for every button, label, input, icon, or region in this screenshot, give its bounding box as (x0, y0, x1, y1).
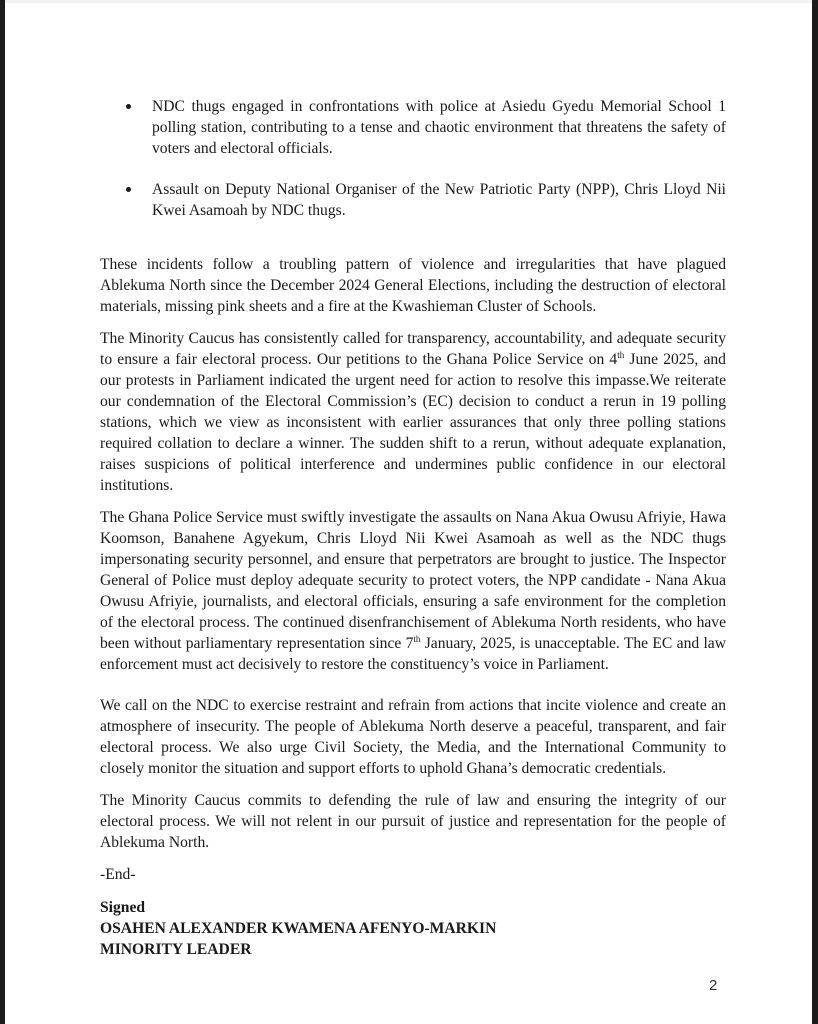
paragraph-text: The Ghana Police Service must swiftly investigate the assaults on Nana Akua Owusu Afriyie, Hawa Koomson, Banahene Agyekum, Chris Lloyd Nii Kwei Asamoah as well as the NDC thugs impersonating security personnel, and ensure that perpetrators are brought to justice. The Inspector General of Police must deploy adequate security to protect voters, the NPP candidate - Nana Akua Owusu Afriyie, journalists, and electoral officials, ensuring a safe environment for the completion of the electoral process. The continued disenfranchisement of Ablekuma North residents, who have been without parliamentary representation since 7 (100, 509, 726, 652)
paragraph-text: January, 2025, is unacceptable. The EC and law enforcement must act decisively to restore the constituency’s voice in Parliament. (100, 635, 726, 673)
page-top-edge (5, 0, 812, 3)
page-number: 2 (709, 977, 718, 994)
bullet-item (100, 179, 726, 221)
bullet-dot-icon (126, 187, 131, 192)
paragraph-minority-caucus-calls (100, 328, 726, 496)
document-body (100, 96, 726, 960)
paragraph-text: June 2025, and our protests in Parliament indicated the urgent need for action to resolve this impasse.We reiterate our condemnation of the Electoral Commission’s (EC) decision to conduct a rerun in 19 polling stations, which we view as inconsistent with earlier assurances that only three polling stations required collation to declare a winner. The sudden shift to a rerun, without adequate explanation, raises suspicions of political interference and undermines public confidence in our electoral institutions. (100, 351, 726, 494)
bullet-dot-icon (126, 104, 131, 109)
paragraph-incidents-pattern: These incidents follow a troubling pattern of violence and irregularities that have plagued Ablekuma North since the December 2024 General Elections, including the destruction of electoral materials, missing pink sheets and a fire at the Kwashieman Cluster of Schools. (100, 256, 726, 315)
signature-label: Signed (100, 899, 146, 916)
signatory-title: MINORITY LEADER (100, 941, 252, 958)
paragraph-commitment: The Minority Caucus commits to defending the rule of law and ensuring the integrity of our electoral process. We will not relent in our pursuit of justice and representation for the people of Ablekuma North. (100, 792, 726, 851)
end-marker: -End- (100, 866, 136, 883)
paragraph-text: The Minority Caucus has consistently called for transparency, accountability, and adequate security to ensure a fair electoral process. Our petitions to the Ghana Police Service on 4 (100, 330, 726, 368)
document-page (5, 0, 812, 1024)
paragraph-police-investigation (100, 507, 726, 675)
superscript: th (413, 634, 421, 644)
bullet-text: NDC thugs engaged in confrontations with police at Asiedu Gyedu Memorial School 1 polling station, contributing to a tense and chaotic environment that threatens the safety of voters and electoral officials. (152, 98, 726, 157)
bullet-text: Assault on Deputy National Organiser of the New Patriotic Party (NPP), Chris Lloyd Nii Kwei Asamoah by NDC thugs. (152, 181, 726, 219)
superscript: th (617, 350, 625, 360)
bullet-item (100, 96, 726, 159)
incident-bullet-list (100, 96, 726, 221)
signatory-name: OSAHEN ALEXANDER KWAMENA AFENYO-MARKIN (100, 920, 497, 937)
paragraph-call-on-ndc: We call on the NDC to exercise restraint and refrain from actions that incite violence and create an atmosphere of insecurity. The people of Ablekuma North deserve a peaceful, transparent, and fair electoral process. We also urge Civil Society, the Media, and the International Community to closely monitor the situation and support efforts to uphold Ghana’s democratic credentials. (100, 697, 726, 777)
signature-block (100, 897, 726, 960)
